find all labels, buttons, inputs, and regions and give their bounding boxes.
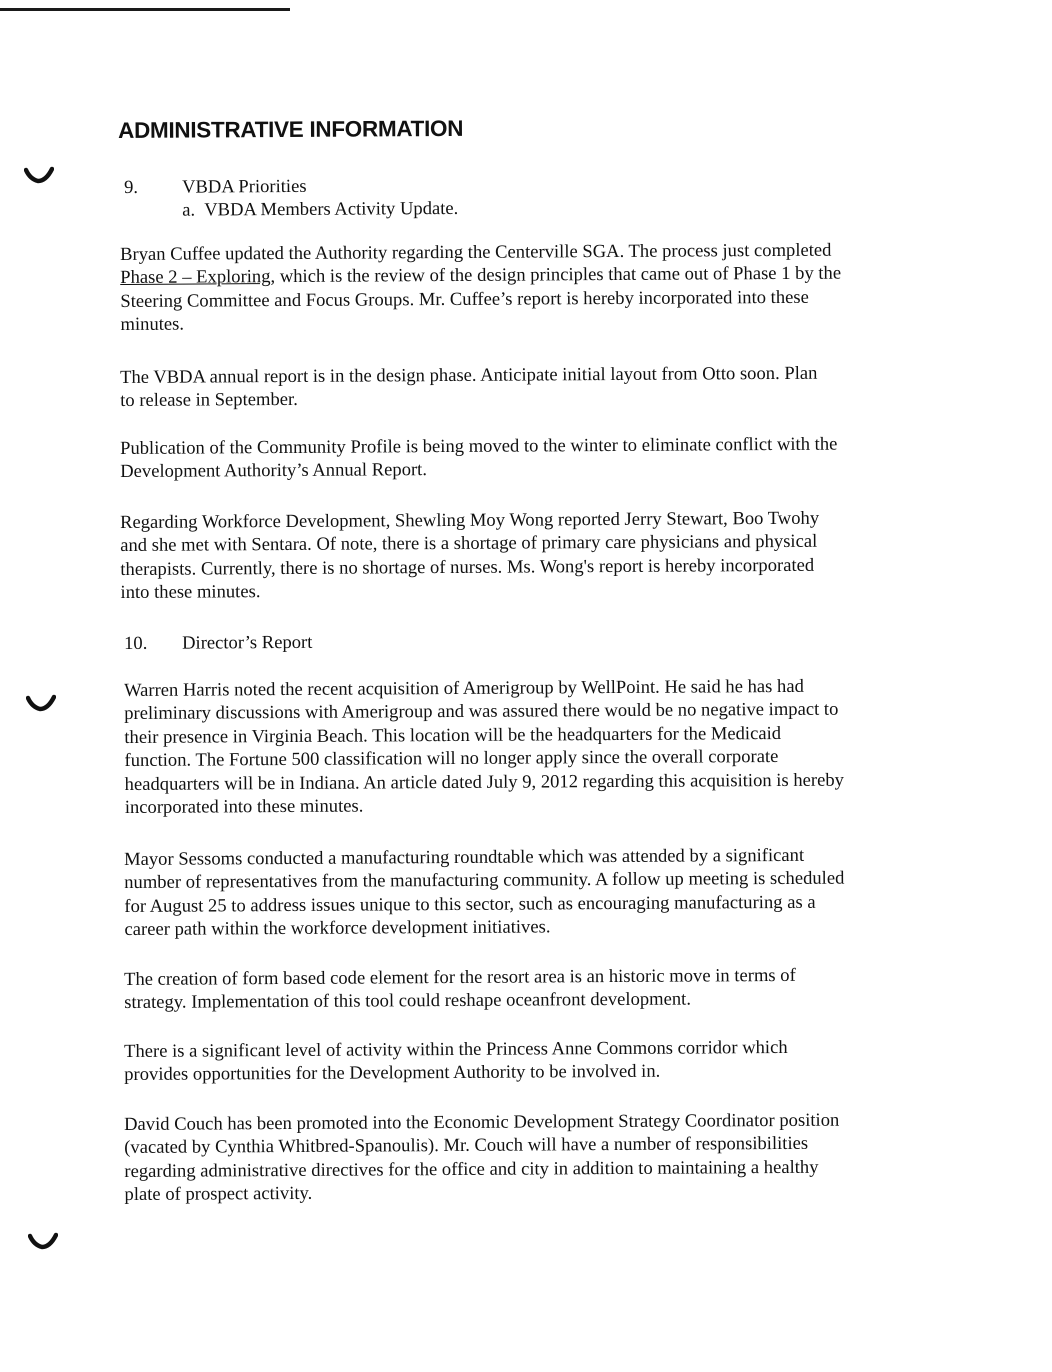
top-rule (0, 8, 290, 11)
p3-line2: Development Authority’s Annual Report. (120, 459, 428, 483)
p4-line1: Regarding Workforce Development, Shewling Moy Wong reported Jerry Stewart, Boo Twohy (120, 507, 820, 533)
p4-line2: and she met with Sentara. Of note, there is a shortage of primary care physicians and physical (120, 531, 818, 557)
p5-line6: incorporated into these minutes. (124, 795, 364, 819)
section-heading: ADMINISTRATIVE INFORMATION (118, 115, 464, 143)
paragraph-annual-report (120, 362, 818, 413)
paragraph-community-profile (120, 433, 838, 484)
item-10 (124, 631, 312, 656)
p9-line4: plate of prospect activity. (124, 1183, 313, 1206)
p2-line1: The VBDA annual report is in the design phase. Anticipate initial layout from Otto soon. Plan (120, 362, 818, 388)
p5-line3: their presence in Virginia Beach. This location will be the headquarters for the Medicaid (124, 722, 782, 748)
p4-line3: therapists. Currently, there is no shortage of nurses. Ms. Wong's report is hereby incorporated (120, 554, 815, 580)
paragraph-workforce (120, 507, 820, 605)
item-10-title: Director’s Report (182, 631, 313, 654)
item-9-title: VBDA Priorities (182, 175, 307, 198)
paragraph-form-based-code (124, 964, 796, 1015)
item-9-number: 9. (124, 176, 139, 198)
item-10-number: 10. (124, 632, 148, 654)
paragraph-centerville (120, 239, 841, 337)
paragraph-princess-anne (124, 1036, 788, 1087)
paragraph-manufacturing (124, 844, 845, 942)
p1-line3: Steering Committee and Focus Groups. Mr. Cuffee’s report is hereby incorporated into these (120, 286, 809, 312)
p9-line1: David Couch has been promoted into the Economic Development Strategy Coordinator position (124, 1109, 840, 1135)
p6-line2: number of representatives from the manufacturing community. A follow up meeting is scheduled (124, 868, 845, 894)
p6-line4: career path within the workforce development initiatives. (124, 916, 551, 941)
p8-line2: provides opportunities for the Development Authority to be involved in. (124, 1061, 661, 1086)
p6-line1: Mayor Sessoms conducted a manufacturing roundtable which was attended by a significant (124, 844, 805, 870)
p5-line4: function. The Fortune 500 classification will no longer apply since the overall corporate (124, 746, 779, 772)
checkmark-icon (24, 166, 54, 184)
item-9a-title: VBDA Members Activity Update. (204, 198, 459, 221)
p1-underlined: Phase 2 – Exploring (120, 266, 271, 289)
checkmark-icon (26, 694, 56, 712)
p3-line1: Publication of the Community Profile is being moved to the winter to eliminate conflict with the (120, 433, 838, 459)
p2-line2: to release in September. (120, 389, 298, 412)
item-9a-letter: a. (182, 199, 196, 222)
p7-line1: The creation of form based code element for the resort area is an historic move in terms of (124, 964, 796, 990)
checkmark-icon (28, 1232, 58, 1250)
p5-line5: headquarters will be in Indiana. An article dated July 9, 2012 regarding this acquisition is hereby (124, 769, 844, 795)
p1-line1: Bryan Cuffee updated the Authority regarding the Centerville SGA. The process just completed (120, 239, 832, 265)
p9-line2: (vacated by Cynthia Whitbred-Spanoulis). Mr. Couch will have a number of responsibilities (124, 1133, 809, 1159)
p4-line4: into these minutes. (120, 581, 261, 604)
p7-line2: strategy. Implementation of this tool could reshape oceanfront development. (124, 988, 692, 1014)
p9-line3: regarding administrative directives for the office and city in addition to maintaining a healthy (124, 1156, 819, 1182)
p6-line3: for August 25 to address issues unique to this sector, such as encouraging manufacturing as a (124, 891, 816, 917)
paragraph-david-couch (124, 1109, 840, 1207)
paragraph-amerigroup (124, 675, 844, 820)
p1-line4: minutes. (120, 313, 185, 336)
p5-line1: Warren Harris noted the recent acquisition of Amerigroup by WellPoint. He said he has had (124, 675, 804, 701)
p1-line2: , which is the review of the design principles that came out of Phase 1 by the (270, 263, 842, 288)
item-9 (124, 174, 458, 223)
p8-line1: There is a significant level of activity within the Princess Anne Commons corridor which (124, 1036, 788, 1062)
p5-line2: preliminary discussions with Amerigroup and was assured there would be no negative impact to (124, 699, 839, 725)
